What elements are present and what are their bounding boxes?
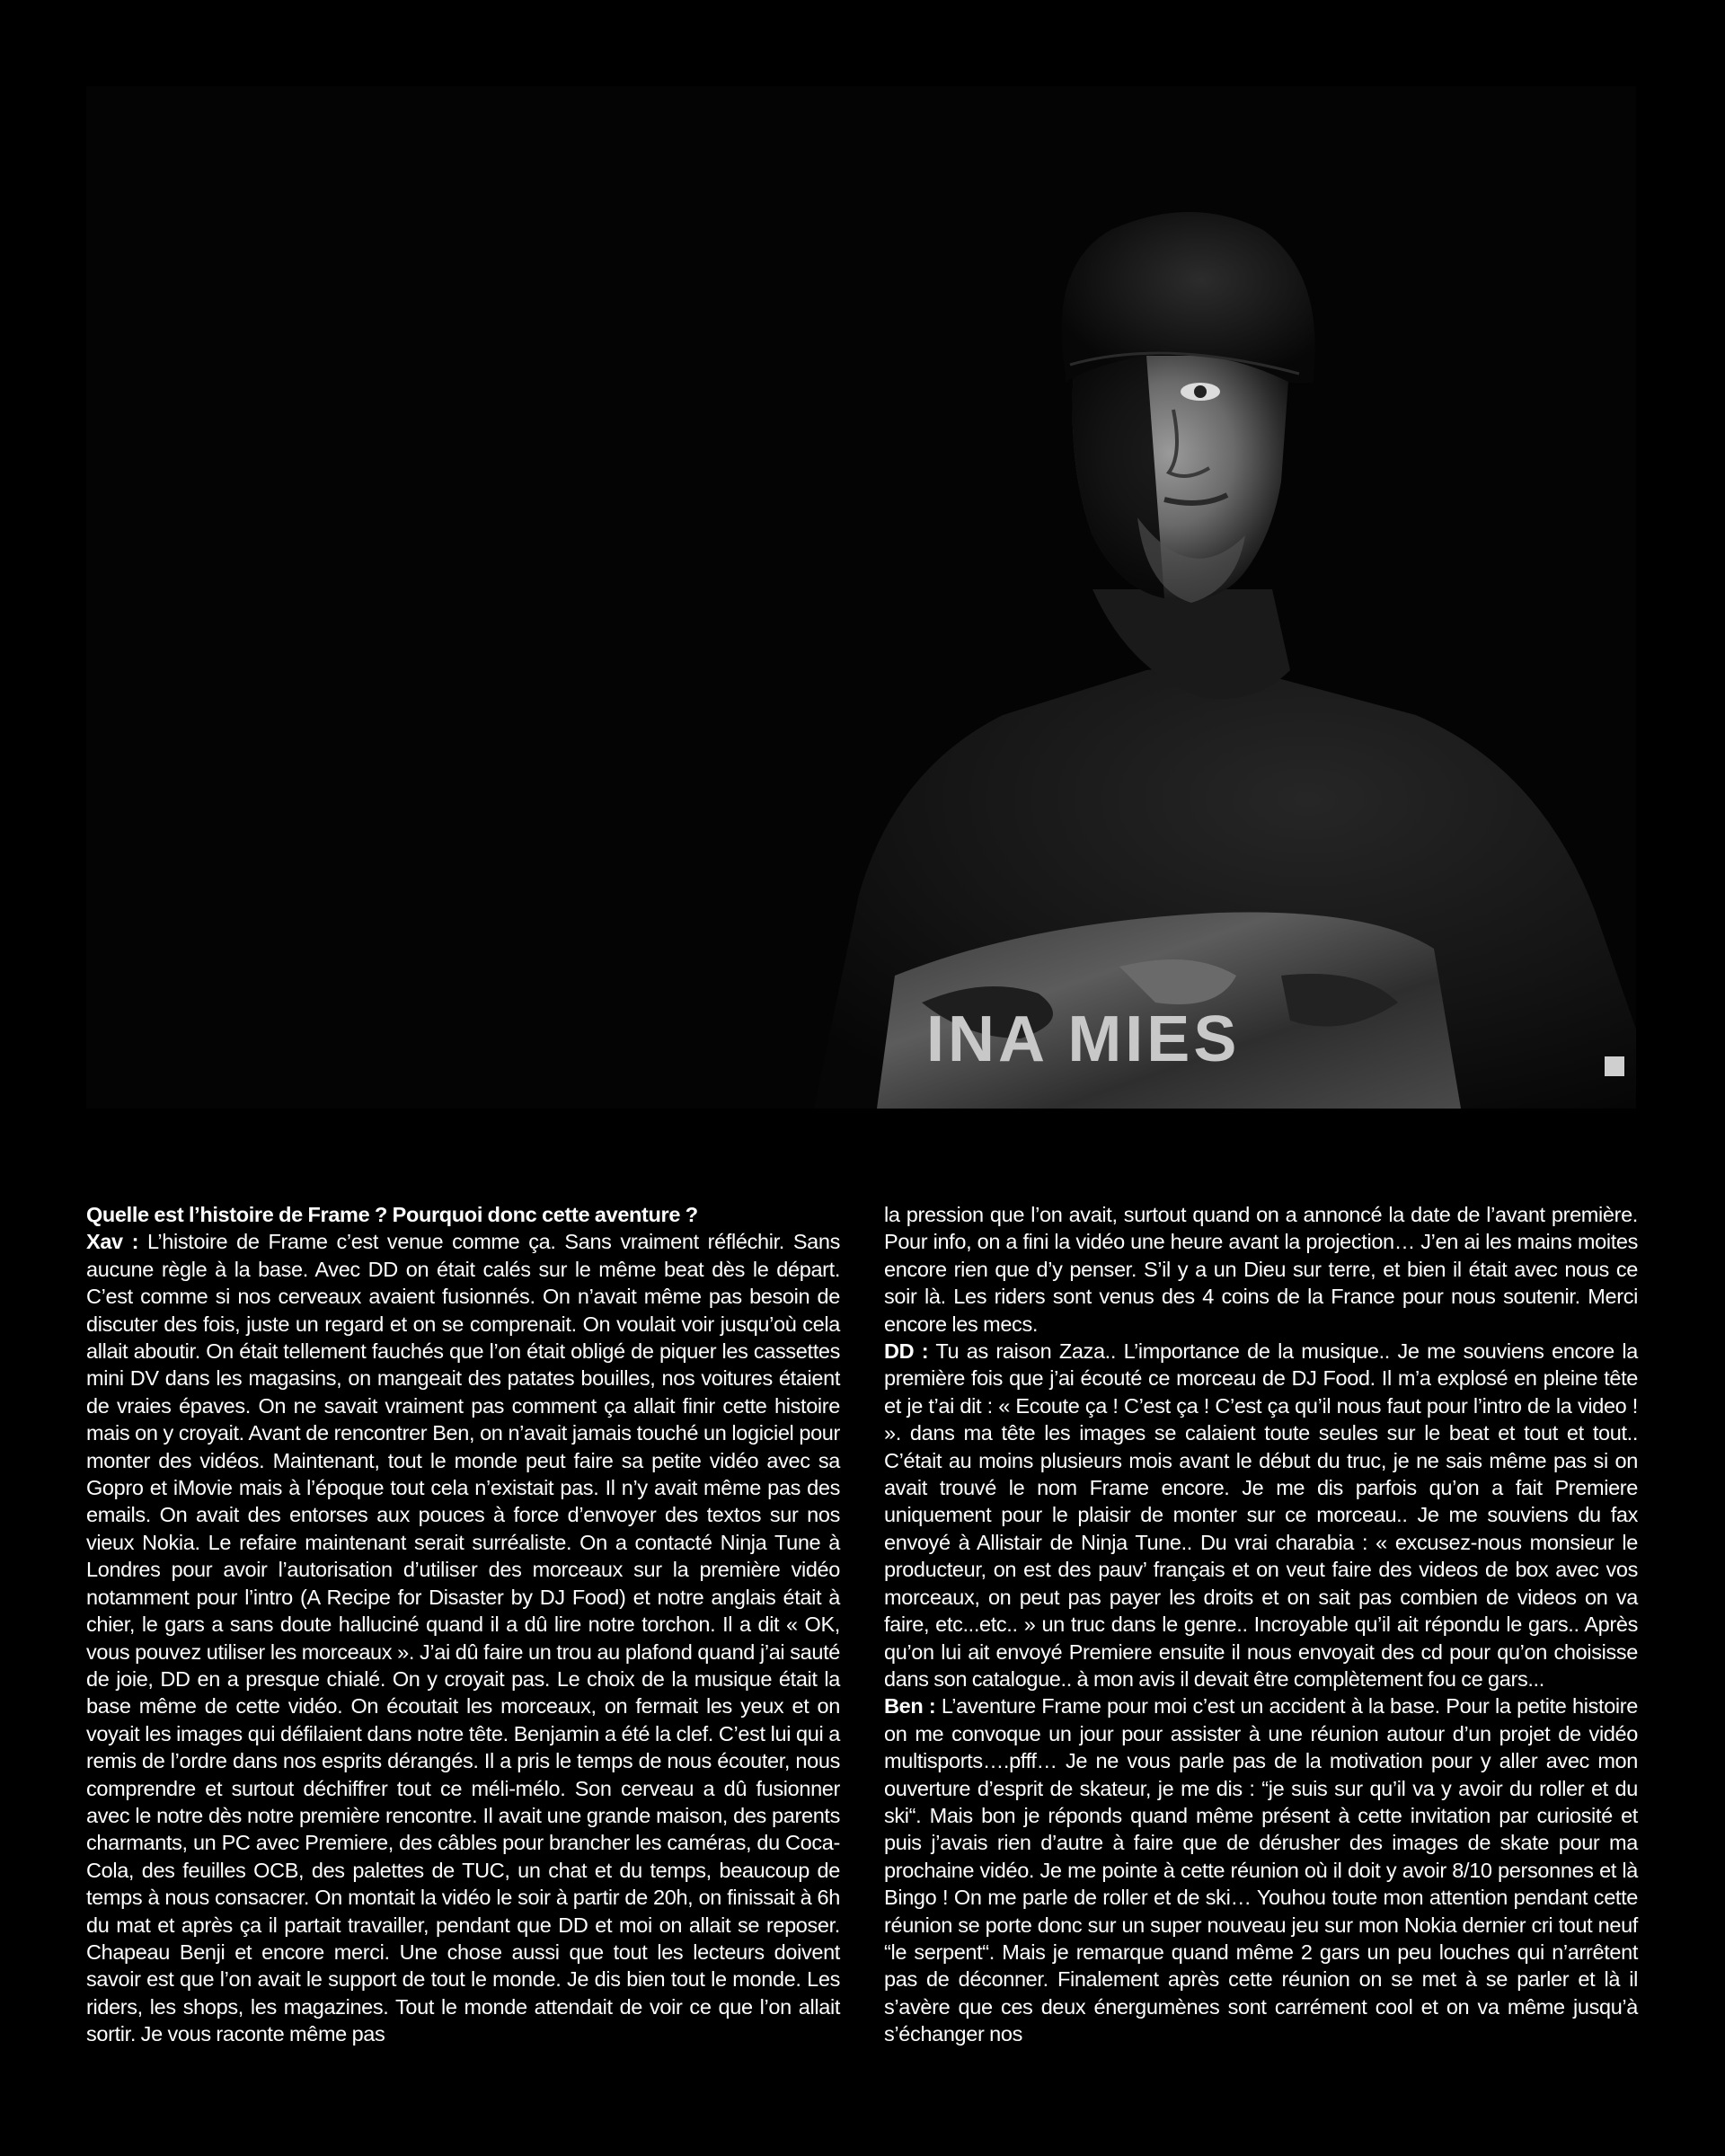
xav-answer-text: L’histoire de Frame c’est venue comme ça. Sans vraiment réfléchir. Sans aucune règle à la base. Avec DD on était calés sur le même beat dès le départ. C’est comme si nos cerveaux avaient fusionnés. On n’avait même pas besoin de discuter des fois, juste un regard et on se comprenait. On voulait voir jusqu’où cela allait aboutir. On était tellement fauchés que l’on était obligé de piquer les cassettes mini DV dans les magasins, on mangeait des patates bouilles, nos voitures étaient de vraies épaves. On ne savait vraiment pas comment ça allait finir cette histoire mais on y croyait. Avant de rencontrer Ben, on n’avait jamais touché un logiciel pour monter des vidéos. Maintenant, tout le monde peut faire sa petite vidéo avec sa Gopro et iMovie mais à l’époque tout cela n’existait pas. Il n’y avait même pas des emails. On avait des entorses aux pouces à force d’envoyer des textos sur nos vieux Nokia. Le refaire maintenant serait surréaliste. On a contacté Ninja Tune à Londres pour avoir l’autorisation d’utiliser des morceaux sur la première vidéo notamment pour l’intro (A Recipe for Disaster by DJ Food) et notre anglais était à chier, le gars a sans doute halluciné quand il a dû lire notre torchon. Il a dit « OK, vous pouvez utiliser les morceaux ». J’ai dû faire un trou au plafond quand j’ai sauté de joie, DD en a presque chialé. On y croyait pas. Le choix de la musique était la base même de cette vidéo. On écoutait les morceaux, on fermait les yeux et on voyait les images qui défilaient dans notre tête. Benjamin a été la clef. C’est lui qui a remis de l’ordre dans nos esprits dérangés. Il a pris le temps de nous écouter, nous comprendre et surtout déchiffrer tout ce méli-mélo. Son cerveau a dû fusionner avec le notre dès notre première rencontre. Il avait une grande maison, des parents charmants, un PC avec Premiere, des câbles pour brancher les caméras, du Coca-Cola, des feuilles OCB, des palettes de TUC, un chat et du temps, beaucoup de temps à nous consacrer. On montait la vidéo le soir à partir de 20h, on finissait à 6h du mat et après ça il partait travailler, pendant que DD et moi on allait se reposer. Chapeau Benji et encore merci. Une chose aussi que tout les lecteurs doivent savoir est que l’on avait le support de tout le monde. Je dis bien tout le monde. Les riders, les shops, les magazines. Tout le monde attendait de voir ce que l’on allait sortir. Je vous raconte même pas [86, 1230, 840, 2046]
sleeve-tag [1605, 1056, 1624, 1076]
speaker-ben: Ben : [884, 1694, 936, 1719]
article-column-left [86, 1201, 840, 2108]
portrait-illustration [86, 86, 1636, 1109]
ben-answer-text: L’aventure Frame pour moi c’est un accident à la base. Pour la petite histoire on me convoque un jour pour assister à une réunion autour d’un projet de vidéo multisports….pfff… Je ne vous parle pas de la motivation pour y aller avec mon ouverture d’esprit de skateur, je me dis : “je suis sur qu’il va y avoir du roller et du ski“. Mais bon je réponds quand même présent à cette invitation par curiosité et puis j’avais rien d’autre à faire que de dérusher des images de skate pour ma prochaine vidéo. Je me pointe à cette réunion où il doit y avoir 8/10 personnes et là Bingo ! On me parle de roller et de ski… Youhou toute mon attention pendant cette réunion se porte donc sur un super nouveau jeu sur mon Nokia dernier cri tout neuf “le serpent“. Mais je remarque quand même 2 gars un peu louches qui n’arrêtent pas de déconner. Finalement après cette réunion on se met à se parler et là il s’avère que ces deux énergumènes sont carrément cool et on va même jusqu’à s’échanger nos [884, 1694, 1638, 2046]
article-body [86, 1201, 1638, 2108]
article-column-right [884, 1201, 1638, 2108]
interview-question: Quelle est l’histoire de Frame ? Pourquoi donc cette aventure ? [86, 1203, 698, 1226]
speaker-xav: Xav : [86, 1230, 139, 1254]
xav-answer-continued: la pression que l’on avait, surtout quand on a annoncé la date de l’avant première. Pour info, on a fini la vidéo une heure avant la projection… J’en ai les mains moites encore rien que d’y penser. S’il y a un Dieu sur terre, et bien il était avec nous ce soir là. Les riders sont venus des 4 coins de la France pour nous soutenir. Merci encore les mecs. [884, 1203, 1638, 1336]
speaker-dd: DD : [884, 1339, 929, 1364]
portrait-photo [86, 86, 1636, 1109]
shirt-print-text: INA MIES [926, 1003, 1241, 1075]
dd-answer [884, 1338, 1638, 1692]
xav-answer [86, 1228, 840, 2047]
dd-answer-text: Tu as raison Zaza.. L’importance de la musique.. Je me souviens encore la première fois que j’ai écouté ce morceau de DJ Food. Il m’a explosé en pleine tête et je t’ai dit : « Ecoute ça ! C’est ça ! C’est ça qu’il nous faut pour l’intro de la video ! ». dans ma tête les images se calaient toute seules sur le beat et tout et tout.. C’était au moins plusieurs mois avant le début du truc, je ne sais même pas si on avait trouvé le nom Frame encore. Je me dis parfois qu’on a fait Premiere uniquement pour le plaisir de monter sur ce morceau.. Je me souviens du fax envoyé à Allistair de Ninja Tune.. Du vrai charabia : « excusez-nous monsieur le producteur, on est des pauv’ français et on veut faire des videos de box avec vos morceaux, on peut pas payer les droits et on sait pas combien de videos on va faire, etc...etc.. » un truc dans le genre.. Incroyable qu’il ait répondu le gars.. Après qu’on lui ait envoyé Premiere ensuite il nous envoyait des cd pour qu’on choisisse dans son catalogue.. à mon avis il devait être complètement fou ce gars... [884, 1339, 1638, 1691]
ben-answer [884, 1692, 1638, 2047]
